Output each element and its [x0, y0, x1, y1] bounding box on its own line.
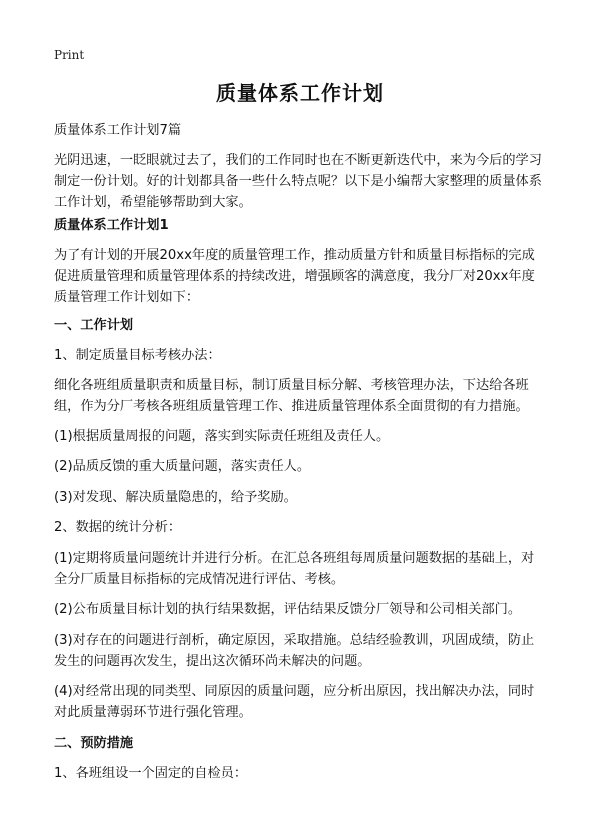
page-title: 质量体系工作计划 [216, 81, 384, 105]
list-item: (3)对存在的问题进行剖析，确定原因，采取措施。总结经验教训，巩固成绩，防止发生的问题再次发生，提出这次循环尚未解决的问题。 [54, 633, 535, 669]
item-paragraph: 细化各班组质量职责和质量目标，制订质量目标分解、考核管理办法，下达给各班组，作为分厂考核各班组质量管理工作、推进质量管理体系全面贯彻的有力措施。 [54, 378, 529, 414]
list-item: (1)根据质量周报的问题，落实到实际责任班组及责任人。 [54, 429, 390, 444]
intro-paragraph: 光阴迅速，一眨眼就过去了，我们的工作同时也在不断更新迭代中，来为今后的学习制定一份计划。好的计划都具备一些什么特点呢？以下是小编帮大家整理的质量体系工作计划，希望能够帮助到大家。 [54, 153, 542, 210]
list-item: (2)品质反馈的重大质量问题，落实责任人。 [54, 459, 311, 474]
part-heading-prevention: 二、预防措施 [54, 736, 134, 751]
list-item: (1)定期将质量问题统计并进行分析。在汇总各班组每周质量问题数据的基础上，对全分厂质量目标指标的完成情况进行评估、考核。 [54, 551, 535, 587]
part-heading-work-plan: 一、工作计划 [54, 318, 134, 333]
list-item: (3)对发现、解决质量隐患的，给予奖励。 [54, 490, 297, 505]
list-item: (4)对经常出现的同类型、同原因的质量问题，应分析出原因，找出解决办法，同时对此质量薄弱环节进行强化管理。 [54, 684, 535, 720]
section-heading: 质量体系工作计划1 [54, 218, 169, 233]
section-intro-paragraph: 为了有计划的开展20xx年度的质量管理工作，推动质量方针和质量目标指标的完成促进质量管理和质量管理体系的持续改进，增强顾客的满意度，我分厂对20xx年度质量管理工作计划如下： [54, 248, 535, 305]
item-heading: 2、数据的统计分析： [54, 520, 182, 535]
print-label[interactable]: Print [54, 48, 85, 62]
item-heading: 1、各班组设一个固定的自检员： [54, 766, 248, 781]
item-heading: 1、制定质量目标考核办法： [54, 348, 221, 363]
list-item: (2)公布质量目标计划的执行结果数据，评估结果反馈分厂领导和公司相关部门。 [54, 602, 522, 617]
document-subtitle: 质量体系工作计划7篇 [54, 123, 182, 138]
